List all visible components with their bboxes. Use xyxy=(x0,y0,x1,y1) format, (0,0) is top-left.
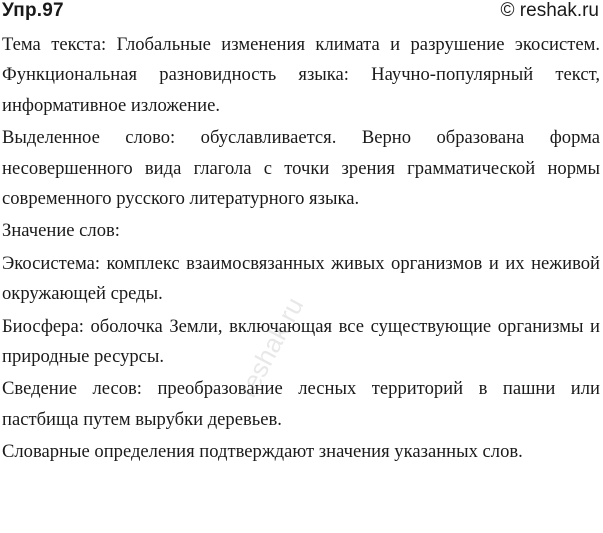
highlighted-word-paragraph: Выделенное слово: обуславливается. Верно образована форма несовершенного вида глагола с точки зрения грамматической нормы современного русского литературного языка. xyxy=(2,127,600,210)
definition-deforestation: Сведение лесов: преобразование лесных территорий в пашни или пастбища путем вырубки деревьев. xyxy=(2,378,600,430)
exercise-title: Упр.97 xyxy=(2,0,64,21)
conclusion-paragraph: Словарные определения подтверждают значения указанных слов. xyxy=(2,441,523,463)
answer-text xyxy=(2,30,600,470)
definition-biosphere: Биосфера: оболочка Земли, включающая все существующие организмы и природные ресурсы. xyxy=(2,315,600,368)
word-meanings-heading: Значение слов: xyxy=(2,220,120,242)
page-header xyxy=(0,0,603,26)
definition-ecosystem: Экосистема: комплекс взаимосвязанных живых организмов и их неживой окружающей среды. xyxy=(2,252,600,305)
text-topic-paragraph: Тема текста: Глобальные изменения климата и разрушение экосистем. Функциональная разновидность языка: Научно-популярный текст, информативное изложение. xyxy=(2,34,600,116)
site-copyright: © reshak.ru xyxy=(500,0,599,21)
watermark: reshak.ru xyxy=(232,292,310,403)
